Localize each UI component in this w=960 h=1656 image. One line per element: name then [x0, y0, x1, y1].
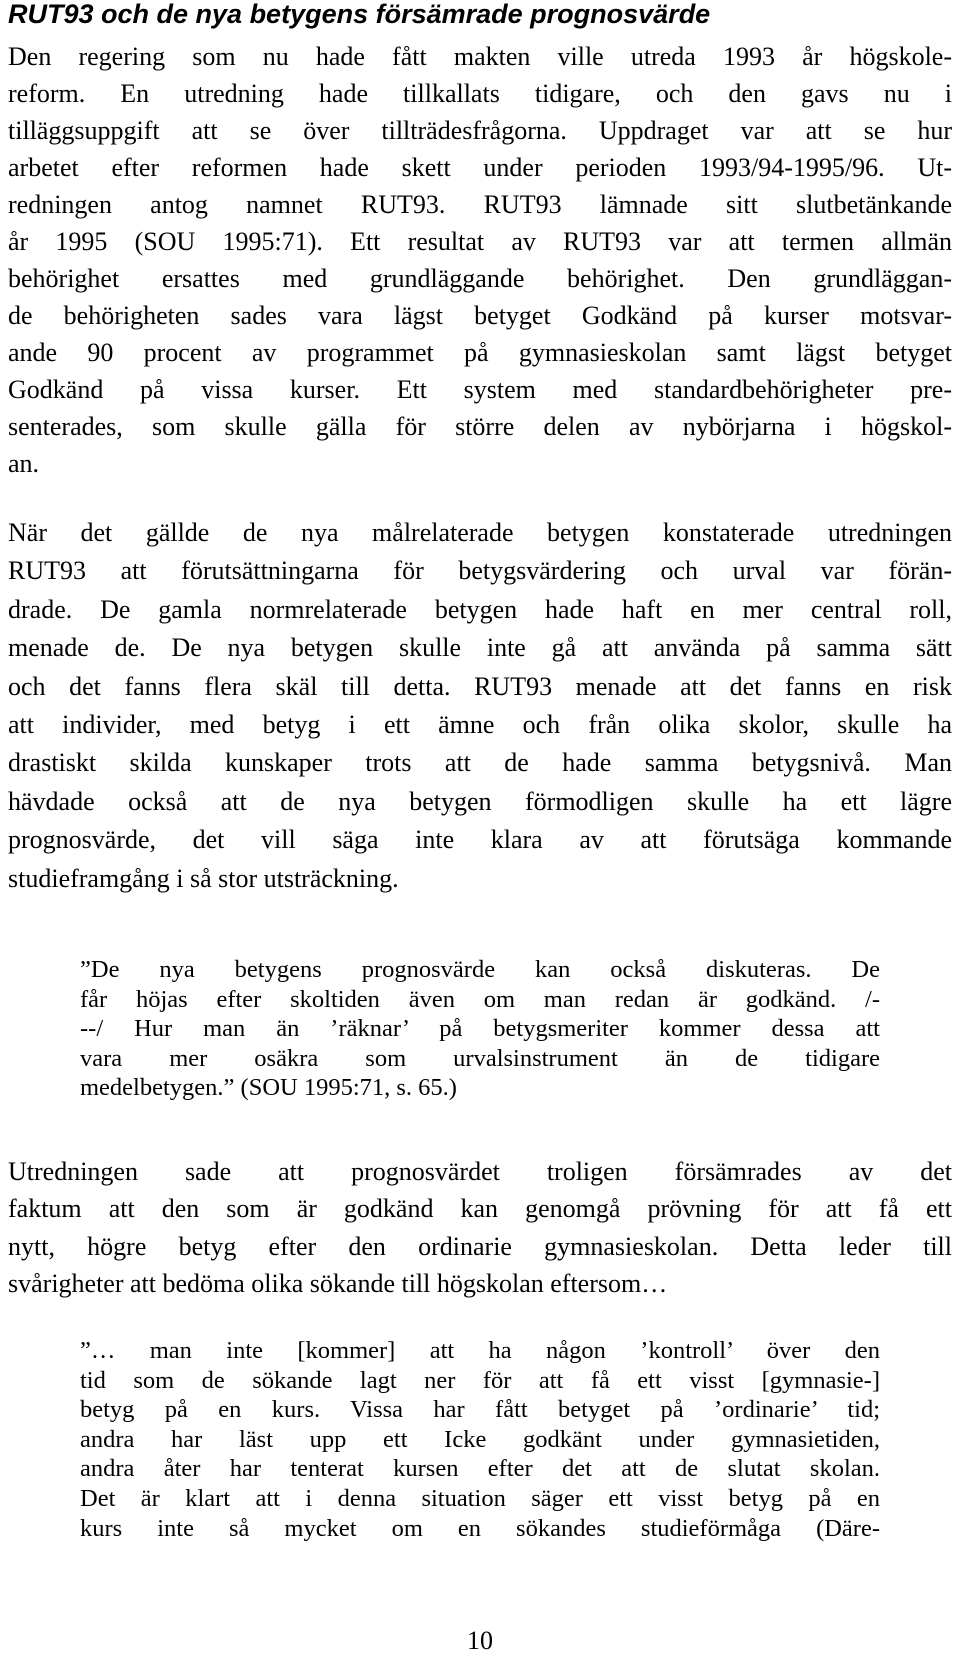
quote-line: --/ Hur man än ’räknar’ på betygsmeriter kommer dessa att [80, 1015, 880, 1043]
text-line: drastiskt skilda kunskaper trots att de hade samma betygsnivå. Man [8, 748, 952, 778]
text-line: När det gällde de nya målrelaterade betygen konstaterade utredningen [8, 518, 952, 547]
quote-line: vara mer osäkra som urvalsinstrument än de tidigare [80, 1044, 880, 1072]
block-quote-sou [80, 955, 880, 1103]
text-line: Utredningen sade att prognosvärdet troligen försämrades av det [8, 1157, 952, 1186]
text-line: de behörigheten sades vara lägst betyget Godkänd på kurser motsvar- [8, 301, 952, 330]
text-line: tilläggsuppgift att se över tillträdesfrågorna. Uppdraget var att se hur [8, 116, 952, 145]
text-line: Den regering som nu hade fått makten ville utreda 1993 år högskole- [8, 42, 952, 71]
text-line: nytt, högre betyg efter den ordinarie gymnasieskolan. Detta leder till [8, 1231, 952, 1261]
text-line: senterades, som skulle gälla för större delen av nybörjarna i högskol- [8, 412, 952, 441]
text-line: Godkänd på vissa kurser. Ett system med standardbehörigheter pre- [8, 375, 952, 404]
text-line: och det fanns flera skäl till detta. RUT93 menade att det fanns en risk [8, 671, 952, 701]
paragraph-prognosis [8, 1153, 952, 1302]
paragraph-rut93-intro [8, 38, 952, 482]
text-line: år 1995 (SOU 1995:71). Ett resultat av RUT93 var att termen allmän [8, 227, 952, 256]
section-heading: RUT93 och de nya betygens försämrade prognosvärde [8, 0, 711, 29]
text-line: drade. De gamla normrelaterade betygen hade haft en mer central roll, [8, 594, 952, 624]
text-line: att individer, med betyg i ett ämne och från olika skolor, skulle ha [8, 709, 952, 739]
text-line: prognosvärde, det vill säga inte klara av att förutsäga kommande [8, 825, 952, 855]
text-line: RUT93 att förutsättningarna för betygsvärdering och urval var förän- [8, 556, 952, 586]
quote-line: kurs inte så mycket om en sökandes studieförmåga (Däre- [80, 1514, 880, 1542]
text-line: menade de. De nya betygen skulle inte gå att använda på samma sätt [8, 633, 952, 663]
quote-line: ”De nya betygens prognosvärde kan också diskuteras. De [80, 956, 880, 983]
text-line: redningen antog namnet RUT93. RUT93 lämnade sitt slutbetänkande [8, 190, 952, 219]
text-line: faktum att den som är godkänd kan genomgå prövning för att få ett [8, 1194, 952, 1224]
quote-line: medelbetygen.” (SOU 1995:71, s. 65.) [80, 1074, 457, 1102]
quote-line: andra har läst upp ett Icke godkänt under gymnasietiden, [80, 1425, 880, 1453]
page-number: 10 [467, 1626, 493, 1655]
quote-line: får höjas efter skoltiden även om man redan är godkänd. /- [80, 985, 880, 1013]
block-quote-control [80, 1336, 880, 1543]
text-line: studieframgång i så stor utsträckning. [8, 863, 399, 893]
quote-line: andra åter har tenterat kursen efter det att de slutat skolan. [80, 1455, 880, 1483]
paragraph-new-grades [8, 514, 952, 898]
quote-line: betyg på en kurs. Vissa har fått betyget på ’ordinarie’ tid; [80, 1396, 880, 1424]
text-line: arbetet efter reformen hade skett under perioden 1993/94-1995/96. Ut- [8, 153, 952, 182]
text-line: reform. En utredning hade tillkallats tidigare, och den gavs nu i [8, 79, 952, 108]
quote-line: tid som de sökande lagt ner för att få ett visst [gymnasie-] [80, 1366, 880, 1394]
quote-line: ”… man inte [kommer] att ha någon ’kontroll’ över den [80, 1337, 880, 1364]
quote-line: Det är klart att i denna situation säger ett visst betyg på en [80, 1484, 880, 1512]
text-line: behörighet ersattes med grundläggande behörighet. Den grundläggan- [8, 264, 952, 293]
text-line: svårigheter att bedöma olika sökande till högskolan eftersom… [8, 1268, 668, 1298]
text-line: an. [8, 449, 40, 478]
text-line: ande 90 procent av programmet på gymnasieskolan samt lägst betyget [8, 338, 952, 367]
text-line: hävdade också att de nya betygen förmodligen skulle ha ett lägre [8, 786, 952, 816]
